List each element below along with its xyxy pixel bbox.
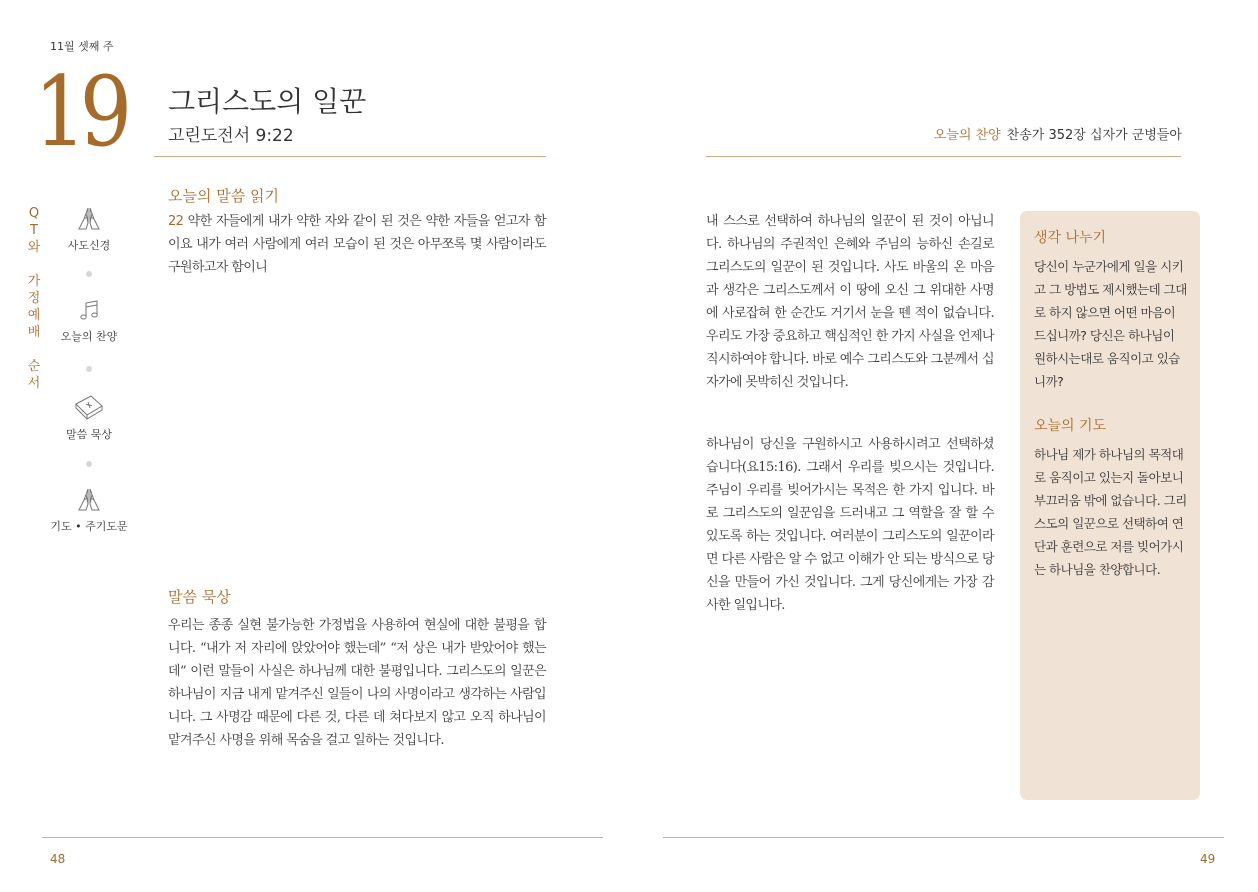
step-label: 기도 • 주기도문 bbox=[50, 520, 128, 533]
box-gap bbox=[1034, 393, 1188, 415]
vertical-char: T bbox=[30, 223, 38, 238]
vertical-char: 가 bbox=[27, 274, 41, 289]
reading-verse bbox=[168, 210, 546, 279]
reflection-box bbox=[1020, 211, 1200, 800]
prayer-title: 오늘의 기도 bbox=[1034, 418, 1107, 434]
verse-text: 약한 자들에게 내가 약한 자와 같이 된 것은 약한 자들을 얻고자 함이요 내가 여러 사람에게 여러 모습이 된 것은 아무쪼록 몇 사람이라도 구원하고자 함이니 bbox=[168, 214, 546, 275]
prayer-text: 하나님 제가 하나님의 목적대로 움직이고 있는지 돌아보니 부끄러움 밖에 없습니다. 그리스도의 일꾼으로 선택하여 연단과 훈련으로 저를 빚어가시는 하나님을 찬양합니다. bbox=[1034, 447, 1187, 577]
step-meditation bbox=[50, 392, 128, 442]
page-title: 그리스도의 일꾼 bbox=[168, 85, 367, 118]
scripture-reference: 고린도전서 9:22 bbox=[168, 126, 294, 146]
reading-title: 오늘의 말씀 읽기 bbox=[168, 187, 279, 205]
step-label: 사도신경 bbox=[67, 239, 111, 252]
vertical-gap bbox=[27, 341, 41, 358]
vertical-char: 서 bbox=[27, 376, 41, 391]
page-number-left: 48 bbox=[50, 852, 66, 866]
praying-hands-icon bbox=[75, 486, 103, 514]
vertical-char: 배 bbox=[27, 325, 41, 340]
vertical-gap bbox=[27, 256, 41, 273]
step-label: 말씀 묵상 bbox=[65, 428, 112, 441]
step-label: 오늘의 찬양 bbox=[60, 330, 118, 343]
header-rule-left bbox=[154, 156, 546, 157]
step-hymn bbox=[50, 298, 128, 344]
vertical-char: 예 bbox=[27, 308, 41, 323]
vertical-char: 순 bbox=[27, 359, 41, 374]
footer-rule-right bbox=[663, 837, 1224, 838]
share-text: 당신이 누군가에게 일을 시키고 그 방법도 제시했는데 그대로 하지 않으면 어떤 마음이 드십니까? 당신은 하나님이 원하시는대로 움직이고 있습니까? bbox=[1034, 259, 1187, 389]
header-rule-right bbox=[706, 156, 1181, 157]
page-number-right: 49 bbox=[1200, 852, 1216, 866]
vertical-char: Q bbox=[28, 206, 40, 221]
verse-number: 22 bbox=[168, 214, 184, 229]
bible-icon bbox=[73, 392, 105, 422]
hymn-label: 오늘의 찬양 bbox=[933, 128, 1001, 143]
step-separator-dot bbox=[86, 461, 92, 467]
continued-paragraph-1: 내 스스로 선택하여 하나님의 일꾼이 된 것이 아닙니다. 하나님의 주권적인 은혜와 주님의 능하신 손길로 그리스도의 일꾼이 된 것입니다. 사도 바울의 온 마음과 생각은 그리스도께서 이 땅에 오신 그 위대한 사명에 사로잡혀 한 순간도 거기서 눈을 뗀 적이 없습니다. 우리도 가장 중요하고 핵심적인 한 가지 사실을 언제나 직시하여야 합니다. 바로 예수 그리스도와 그분께서 십자가에 못박히신 것입니다. bbox=[706, 214, 994, 390]
step-apostles-creed bbox=[50, 205, 128, 253]
vertical-char: 와 bbox=[27, 240, 41, 255]
continued-paragraph-2: 하나님이 당신을 구원하시고 사용하시려고 선택하셨습니다(요15:16). 그래서 우리를 빚으시는 것입니다. 주님이 우리를 빚어가시는 목적은 한 가지 입니다. 바로 그리스도의 일꾼임을 드러내고 그 역할을 잘 할 수 있도록 하는 것입니다. 여러분이 그리스도의 일꾼이라면 다른 사람은 알 수 없고 이해가 안 되는 방식으로 당신을 만들어 가신 것입니다. 그게 당신에게는 가장 감사한 일입니다. bbox=[706, 437, 994, 613]
music-note-icon bbox=[76, 298, 102, 324]
day-number: 19 bbox=[34, 56, 126, 168]
hymn-text: 찬송가 352장 십자가 군병들아 bbox=[1006, 128, 1182, 143]
vertical-section-label bbox=[27, 205, 41, 392]
meditation-text: 우리는 종종 실현 불가능한 가정법을 사용하여 현실에 대한 불평을 합니다. “내가 저 자리에 앉았어야 했는데” “저 상은 내가 받았어야 했는데” 이런 말들이 사실은 하나님께 대한 불평입니다. 그리스도의 일꾼은 하나님이 지금 내게 맡겨주신 일들이 나의 사명이라고 생각하는 사람입니다. 그 사명감 때문에 다른 것, 다른 데 쳐다보지 않고 오직 하나님이 맡겨주신 사명을 위해 목숨을 걸고 일하는 것입니다. bbox=[168, 618, 546, 748]
share-title: 생각 나누기 bbox=[1034, 230, 1107, 246]
meditation-title: 말씀 묵상 bbox=[168, 588, 231, 606]
step-separator-dot bbox=[86, 271, 92, 277]
footer-rule-left bbox=[42, 837, 603, 838]
praying-hands-icon bbox=[75, 205, 103, 233]
step-separator-dot bbox=[86, 366, 92, 372]
week-label: 11월 셋째 주 bbox=[50, 40, 114, 53]
vertical-char: 정 bbox=[27, 291, 41, 306]
step-prayer bbox=[50, 486, 128, 534]
hymn-of-day bbox=[934, 124, 1182, 143]
